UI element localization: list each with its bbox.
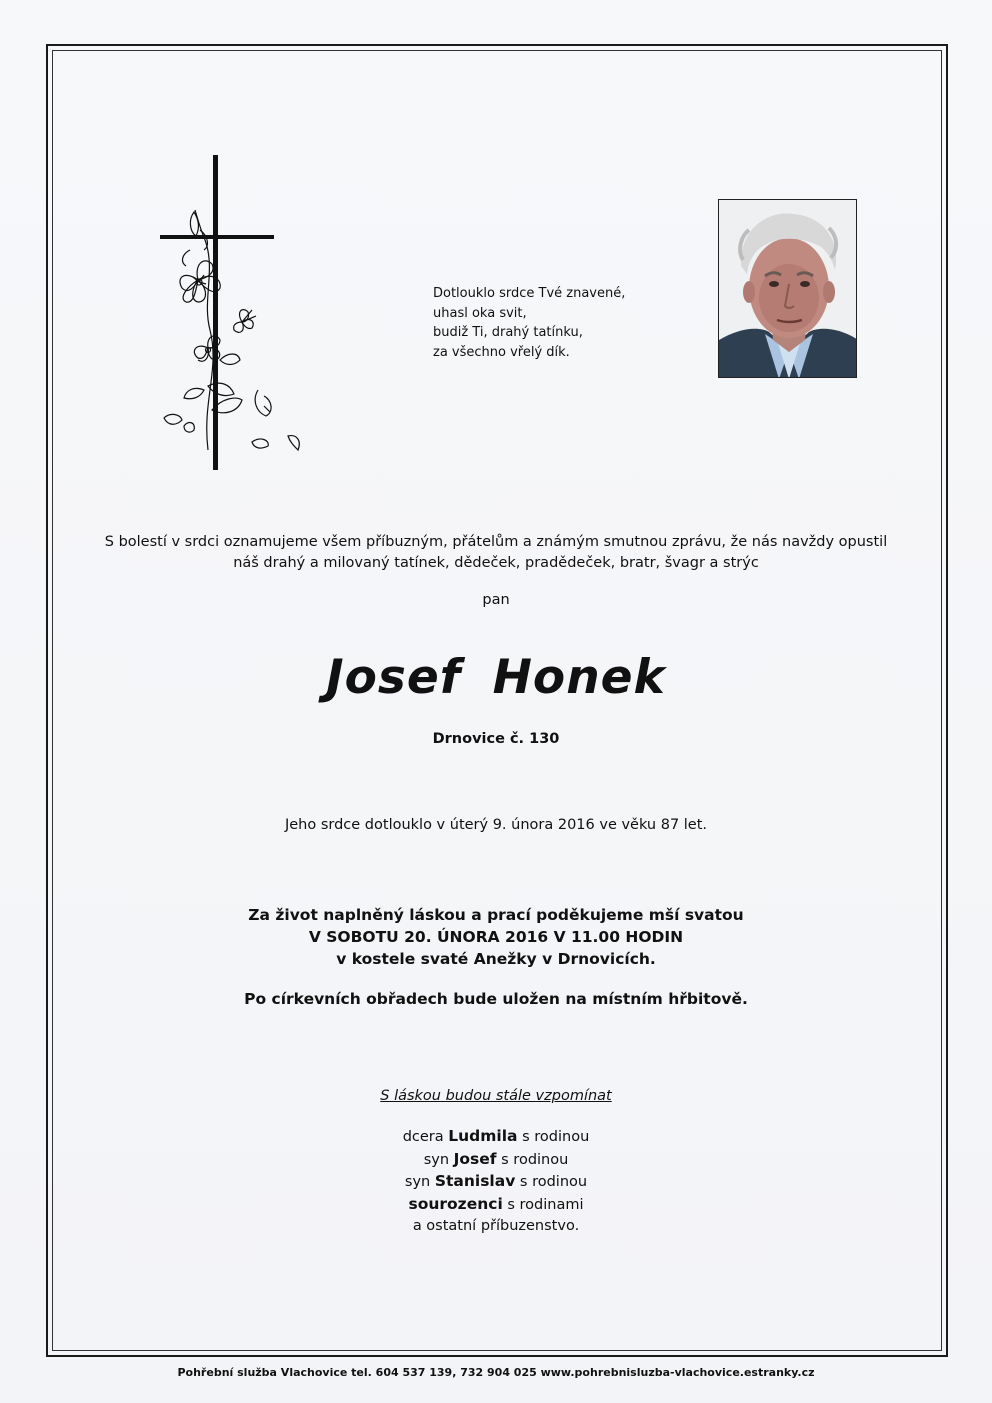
title-word: pan — [482, 592, 510, 608]
list-item: a ostatní příbuzenstvo. — [412, 1218, 580, 1235]
poem-line: uhasl oka svit, — [433, 305, 527, 321]
poem-line: za všechno vřelý dík. — [433, 344, 570, 360]
list-item: sourozenci s rodinami — [408, 1194, 584, 1213]
deceased-address: Drnovice č. 130 — [432, 731, 560, 747]
funeral-service-footer: Pohřební služba Vlachovice tel. 604 537 139, 732 904 025 www.pohrebnisluzba-vlachovice.estranky.cz — [177, 1366, 815, 1379]
announcement — [60, 532, 932, 574]
burial-info: Po církevních obřadech bude uložen na místním hřbitově. — [244, 990, 748, 1008]
funeral-line: Za život naplněný láskou a prací poděkujeme mší svatou — [248, 906, 744, 924]
list-item: dcera Ludmila s rodinou — [402, 1127, 590, 1145]
list-item: syn Stanislav s rodinou — [404, 1172, 588, 1191]
death-statement: Jeho srdce dotlouklo v úterý 9. února 2016 ve věku 87 let. — [284, 817, 708, 833]
funeral-place: v kostele svaté Anežky v Drnovicích. — [336, 950, 656, 968]
announcement-line: S bolestí v srdci oznamujeme všem příbuzným, přátelům a známým smutnou zprávu, že nás navždy opustil — [104, 534, 888, 550]
cross-with-flowers-icon — [150, 150, 320, 480]
funeral-info — [60, 904, 932, 970]
deceased-name: Josef Honek — [326, 650, 666, 705]
list-item: syn Josef s rodinou — [423, 1149, 569, 1168]
portrait-image — [719, 200, 857, 378]
portrait-photo — [718, 199, 857, 378]
funeral-date: V SOBOTU 20. ÚNORA 2016 V 11.00 HODIN — [308, 928, 684, 946]
memorial-poem — [433, 284, 663, 362]
mourners-list — [60, 1126, 932, 1238]
announcement-line: náš drahý a milovaný tatínek, dědeček, pradědeček, bratr, švagr a strýc — [233, 555, 759, 571]
poem-line: Dotlouklo srdce Tvé znavené, — [433, 286, 626, 301]
mourners-heading: S láskou budou stále vzpomínat — [380, 1088, 612, 1104]
poem-line: budiž Ti, drahý tatínku, — [433, 325, 583, 340]
